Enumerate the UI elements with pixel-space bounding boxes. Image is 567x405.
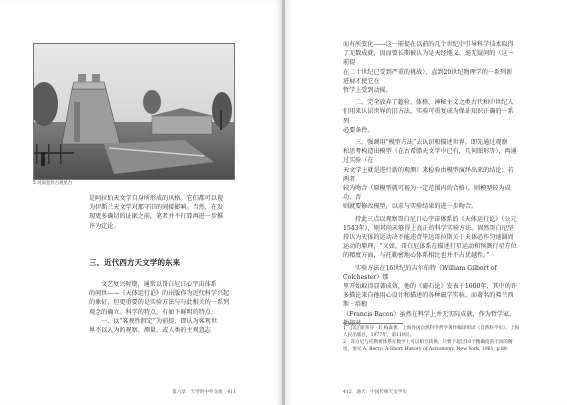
text-line: 而有所变化——这一前提在以前的几个世纪中引导科学技术取得 [343, 41, 514, 48]
text-line: 运动的原理，“又如，哥白尼体系在描述行星运动和预测行星方位 [343, 243, 517, 251]
text-line: 实验方法在16世纪的吉尔伯特（William Gilbert of Colchester）那 [343, 264, 497, 281]
left-intro-text [89, 194, 235, 231]
footnotes [343, 326, 521, 354]
text-line: 现更多确切的证据之前，笔者并不打算再进一步推 [89, 213, 224, 221]
right-page-footer: 412 通天：中国传统天文学史 [343, 390, 407, 395]
text-line: 们用来认识世界的旧方法，实验可重复成为保证知识正确的一系列 [343, 108, 514, 125]
text-line: 观念的确立。科学的特点，有如下鲜明的特点： [89, 308, 217, 316]
observatory-photo [33, 43, 235, 180]
text-line: 多描论来自他用心设计和描述的各种磁学实验。而著名的弗兰西斯 · 培根 [343, 292, 514, 309]
left-page [0, 0, 282, 405]
text-line: 天文学上就是进行新的观测）来检验由模型演绎出来的结论；若两者 [343, 166, 514, 183]
text-line: 的问世——《天体运行论》的出版作为近代科学兴起 [89, 290, 230, 298]
text-line: 持此三点以观察哥白尼日心宇宙体系的《天体运行论》（公元 [355, 215, 517, 223]
text-line: 的精度方面，与托勒密地心体系相比也并不占优越性。” [343, 252, 490, 260]
text-line: 1543年），则其尚未够得上真正的科学实验方法。固然哥白尼坚 [343, 224, 514, 232]
text-line: 一、以“客观性假定”为前提，即认为客观世 [101, 317, 217, 325]
observatory-photo-drawing [34, 44, 234, 179]
text-line: 许为定论。 [89, 222, 120, 230]
text-line: 界不以人为的观察、测量、或人类的主观意志 [89, 327, 211, 335]
text-line: 较为吻合（原模型就可视为一定范围内的合格），则模型较为成功，否 [343, 185, 511, 202]
text-line: 文艺复兴时期，通常以哥白尼日心宇宙体系 [101, 281, 217, 288]
footnote: 1 [美] 斯蒂芬 · F. 梅森著，上海外国自然科学哲学著作编译组译《自然科学史》。上海人民出版社，1977年，第119页。 [343, 326, 520, 338]
footnote-rule [343, 323, 403, 324]
right-body-text [343, 40, 518, 328]
section-heading: 三、近代西方天文学的东来 [89, 258, 181, 267]
text-line: （Francis Bacon）虽然在科学上并无实际成就，作为哲学家，他却对 [343, 310, 516, 327]
text-line: 为伊斯兰天文学对那守旧的间接影响。当然，在发 [89, 204, 224, 212]
text-line: 二、完全放弃了超验、体格、神秘主义之类古代和中世纪人 [355, 99, 514, 107]
text-line: 在二十世纪已受到严重的挑战），直到20世纪物理学的一系列新进展才使它在 [343, 68, 513, 85]
text-line: 里开始取得显著成效，他的《磁石论》发表于1600年，其中的许 [343, 283, 517, 291]
footnote: 2 哥白尼与托勒密体系在数学上可以相互转换，只要不超过10个精确度的不同的精度，参见 A. Berry: A Short History of Astronomy, New York, 1961, p.89. [343, 340, 513, 352]
text-line: 三、强调用“模型方法”去认识和描述世界，即先通过观察 [355, 139, 508, 147]
left-section-text [89, 280, 235, 335]
left-page-footer: 第六章 天学的中外交流 411 [172, 390, 236, 395]
text-line: 是阿拉伯天文学自身所形成的风格。它们都可以视 [89, 195, 224, 202]
text-line: 哲学上受到动摇。 [343, 87, 392, 95]
photo-caption: 5 河南登封古观星台 [33, 181, 73, 186]
text-line: 必要条件。 [343, 126, 374, 134]
text-line: 了无数成就，因而曾长期被认为是天经地义、毫无疑问的（这一前提 [343, 50, 514, 67]
text-line: 则就要修改模型，以求与实验结果的进一步吻合。 [343, 203, 478, 211]
text-line: 和思考构造出模型（在古希腊天文学中已有，几何图形等），再通过实验（在 [343, 148, 517, 165]
text-line: 持认为天体的运动决不能违背毕达哥拉斯关于天体必作匀速圆周 [343, 234, 514, 242]
text-line: 的象征，但更重要的是实验方法与与此相关的一系列 [89, 299, 230, 307]
